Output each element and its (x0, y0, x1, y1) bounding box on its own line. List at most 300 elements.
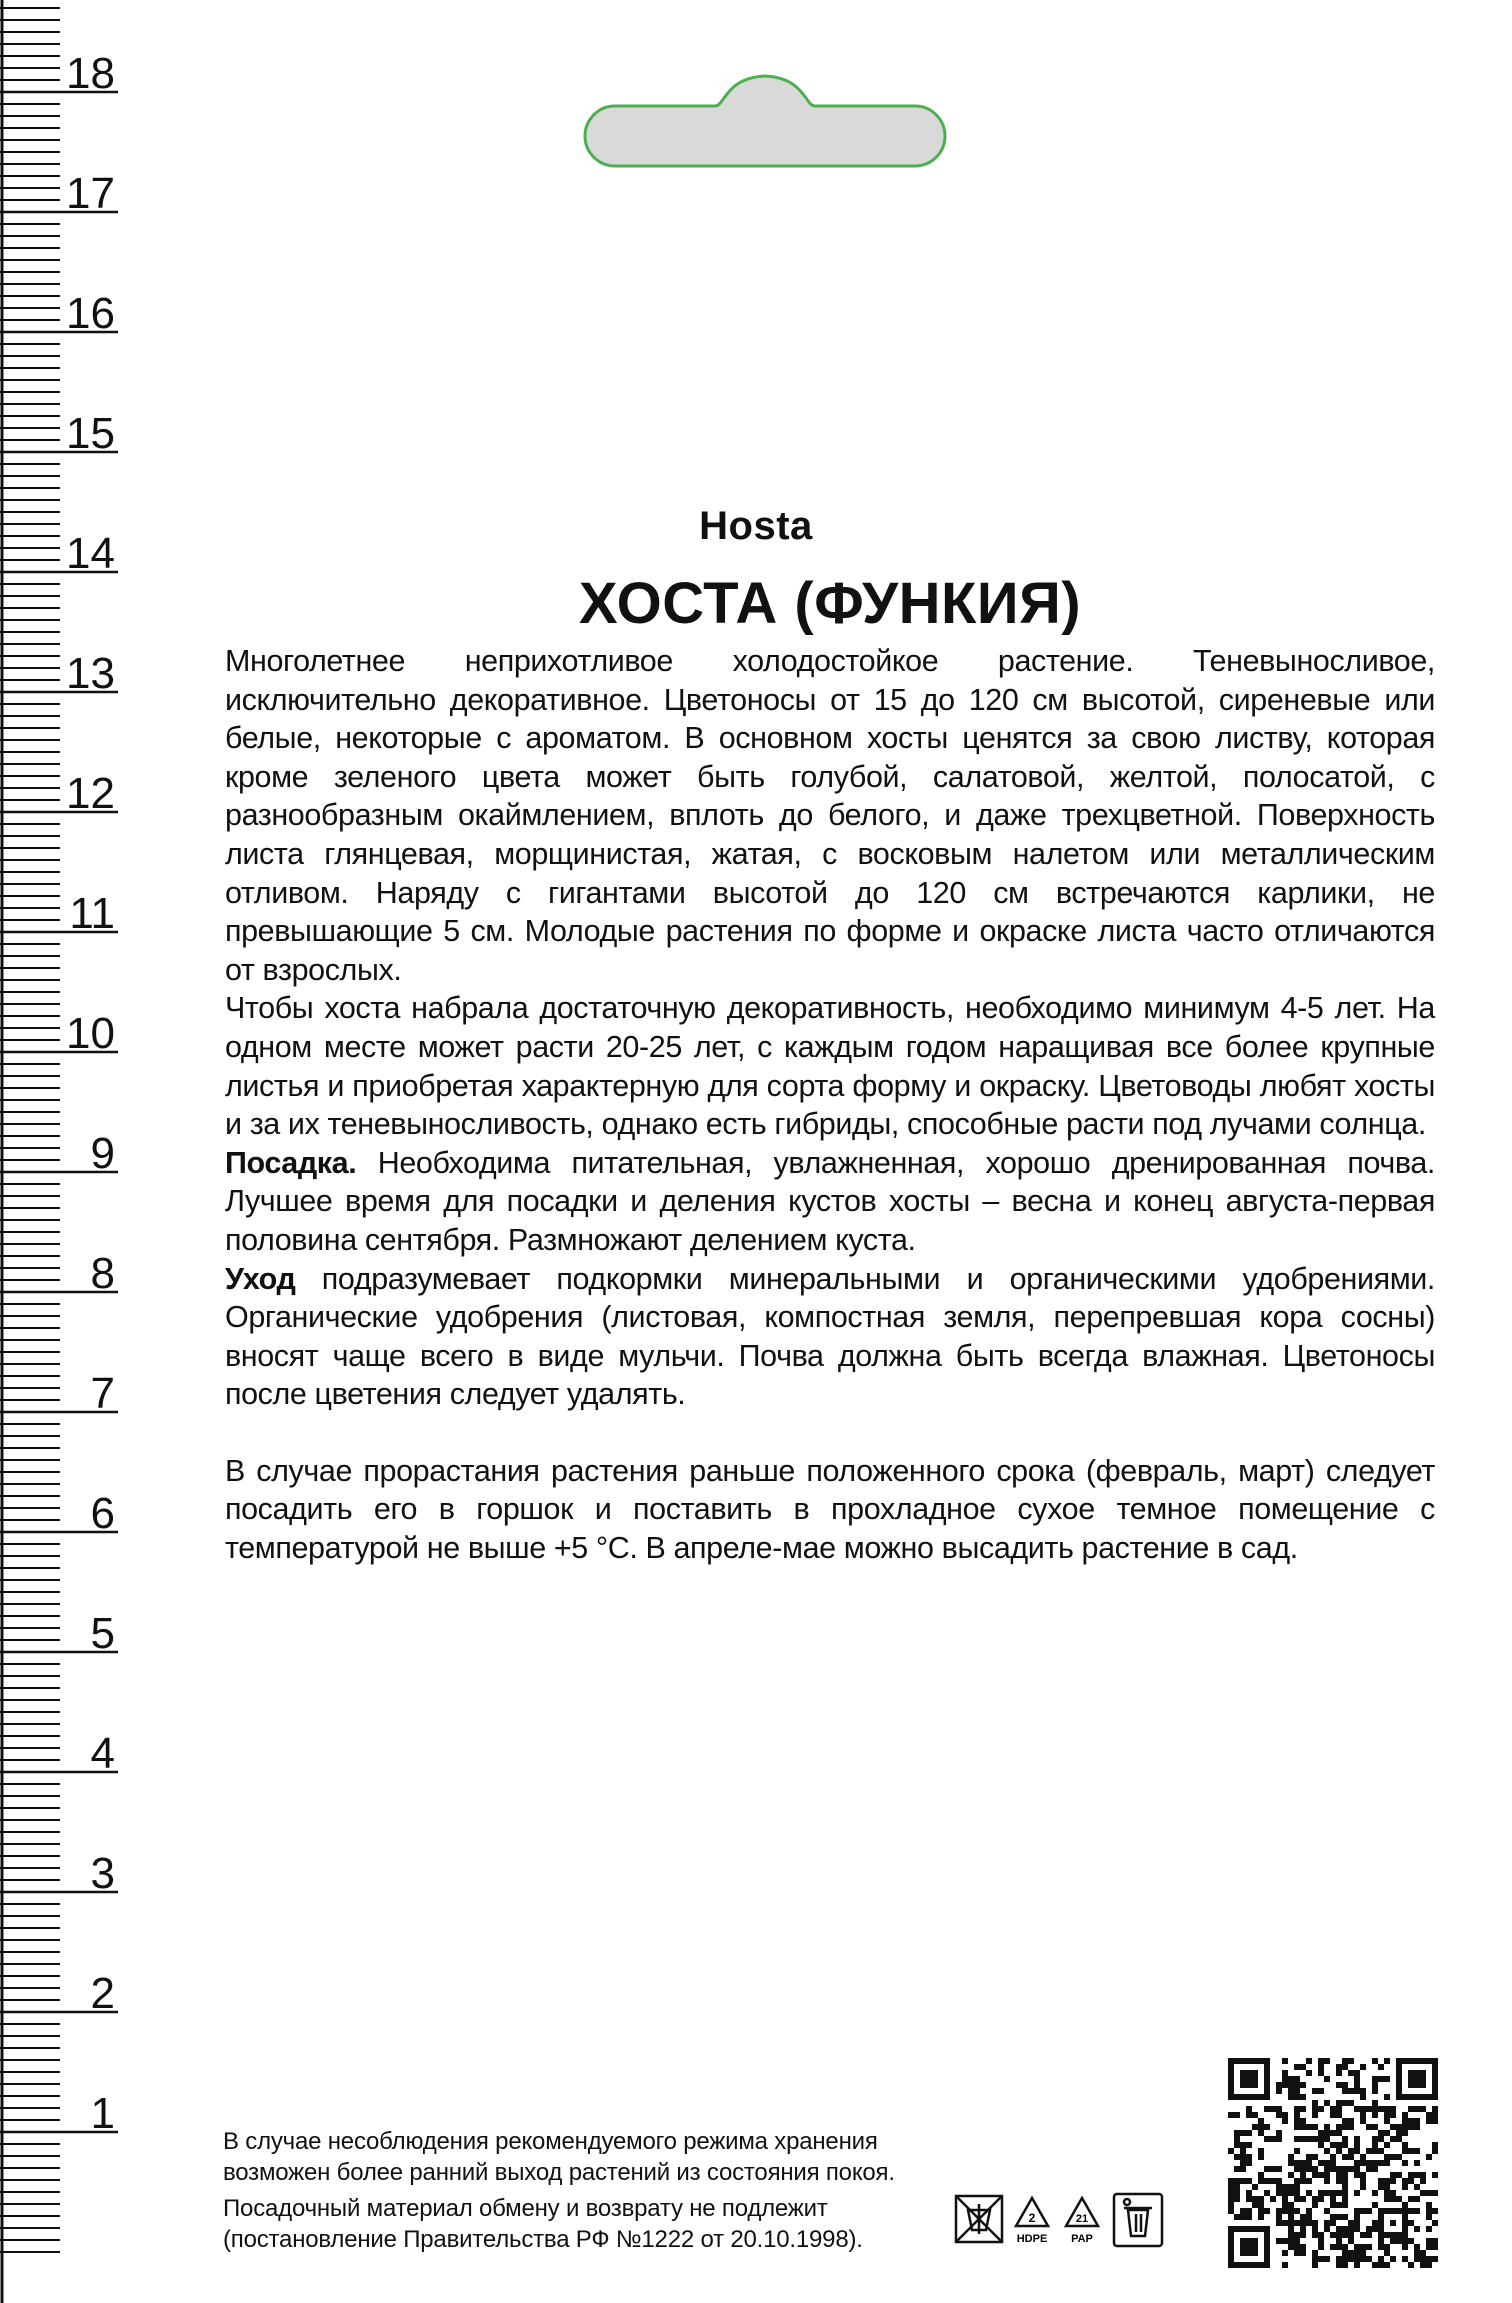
qr-module (1390, 2220, 1396, 2226)
qr-module (1432, 2256, 1438, 2262)
qr-module (1294, 2088, 1300, 2094)
qr-module (1402, 2148, 1408, 2154)
qr-module (1234, 2190, 1240, 2196)
qr-module (1240, 2214, 1246, 2220)
qr-module (1402, 2130, 1408, 2136)
qr-module (1414, 2160, 1420, 2166)
storage-paragraph: В случае прорастания растения раньше положенного срока (февраль, март) следует посадить его в горшок и поставить в прохладное сухое темное помещение с температурой не выше +5 °С. В апреле-мае можно высадить растение в сад. (225, 1453, 1435, 1566)
qr-module (1288, 2172, 1294, 2178)
qr-module (1348, 2118, 1354, 2124)
planting-label: Посадка. (225, 1145, 357, 1180)
qr-module (1318, 2106, 1324, 2112)
qr-module (1300, 2232, 1306, 2238)
qr-module (1294, 2064, 1300, 2070)
qr-module (1408, 2220, 1414, 2226)
qr-module (1372, 2262, 1378, 2268)
description-paragraph-2: Чтобы хоста набрала достаточную декоративность, необходимо минимум 4-5 лет. На одном месте может расти 20-25 лет, с каждым годом наращивая все более крупные листья и приобретая характерную для сорта форму и окраску. Цветоводы любят хосты и за их теневыносливость, однако есть гибриды, способные расти под лучами солнца. (225, 991, 1435, 1142)
return-policy (223, 2193, 983, 2255)
ruler-label: 12 (66, 769, 115, 818)
qr-module (1294, 2106, 1300, 2112)
qr-module (1426, 2226, 1432, 2232)
qr-module (1324, 2124, 1330, 2130)
qr-module (1318, 2172, 1324, 2178)
qr-module (1306, 2058, 1312, 2064)
qr-module (1390, 2190, 1396, 2196)
qr-module (1384, 2076, 1390, 2082)
qr-module (1348, 2226, 1354, 2232)
qr-module (1354, 2262, 1360, 2268)
qr-module (1330, 2220, 1336, 2226)
qr-module (1324, 2190, 1330, 2196)
qr-module (1240, 2070, 1258, 2088)
qr-module (1282, 2082, 1288, 2088)
qr-module (1312, 2100, 1318, 2106)
qr-module (1318, 2232, 1324, 2238)
qr-module (1228, 2196, 1234, 2202)
qr-module (1264, 2166, 1270, 2172)
ruler-label: 7 (90, 1369, 115, 1418)
qr-module (1228, 2190, 1234, 2196)
qr-module (1282, 2196, 1288, 2202)
qr-module (1348, 2058, 1354, 2064)
qr-module (1354, 2256, 1360, 2262)
description-text (225, 642, 1435, 1568)
qr-module (1342, 2262, 1348, 2268)
qr-module (1372, 2220, 1378, 2226)
qr-module (1342, 2142, 1348, 2148)
qr-module (1294, 2136, 1300, 2142)
qr-module (1240, 2148, 1246, 2154)
qr-module (1390, 2106, 1396, 2112)
qr-module (1264, 2106, 1270, 2112)
qr-module (1240, 2142, 1246, 2148)
qr-module (1420, 2190, 1426, 2196)
care-paragraph (225, 1260, 1435, 1414)
qr-module (1372, 2106, 1378, 2112)
qr-module (1336, 2256, 1342, 2262)
qr-module (1258, 2214, 1264, 2220)
qr-module (1408, 2106, 1414, 2112)
qr-module (1342, 2214, 1348, 2220)
qr-module (1336, 2142, 1342, 2148)
qr-module (1366, 2256, 1372, 2262)
qr-module (1312, 2202, 1318, 2208)
qr-module (1390, 2178, 1396, 2184)
qr-module (1300, 2250, 1306, 2256)
qr-module (1432, 2190, 1438, 2196)
qr-module (1432, 2118, 1438, 2124)
qr-module (1342, 2118, 1348, 2124)
qr-module (1342, 2124, 1348, 2130)
qr-module (1372, 2082, 1378, 2088)
qr-module (1270, 2178, 1276, 2184)
qr-module (1432, 2106, 1438, 2112)
qr-module (1342, 2226, 1348, 2232)
qr-module (1258, 2172, 1264, 2178)
qr-module (1366, 2106, 1372, 2112)
qr-module (1240, 2166, 1246, 2172)
ruler-label: 9 (90, 1129, 115, 1178)
qr-module (1348, 2070, 1354, 2076)
qr-module (1282, 2076, 1288, 2082)
qr-module (1426, 2244, 1432, 2250)
qr-module (1288, 2202, 1294, 2208)
qr-module (1240, 2178, 1246, 2184)
qr-module (1402, 2202, 1408, 2208)
qr-module (1342, 2064, 1348, 2070)
storage-warning-line-1: В случае несоблюдения рекомендуемого режима хранения (223, 2128, 878, 2155)
qr-module (1384, 2244, 1390, 2250)
qr-module (1372, 2202, 1378, 2208)
qr-module (1228, 2178, 1234, 2184)
qr-module (1282, 2190, 1288, 2196)
qr-module (1360, 2232, 1366, 2238)
qr-module (1258, 2196, 1264, 2202)
qr-module (1276, 2220, 1282, 2226)
return-policy-line-2: (постановление Правительства РФ №1222 от 20.10.1998). (223, 2226, 863, 2253)
qr-module (1432, 2220, 1438, 2226)
qr-module (1390, 2154, 1396, 2160)
qr-module (1342, 2154, 1348, 2160)
qr-module (1276, 2106, 1282, 2112)
qr-module (1276, 2082, 1282, 2088)
qr-module (1360, 2250, 1366, 2256)
qr-module (1402, 2142, 1408, 2148)
qr-module (1402, 2160, 1408, 2166)
ruler-label: 8 (90, 1249, 115, 1298)
qr-module (1348, 2256, 1354, 2262)
qr-module (1330, 2130, 1336, 2136)
qr-module (1402, 2178, 1408, 2184)
qr-module (1324, 2148, 1330, 2154)
qr-module (1336, 2238, 1342, 2244)
ruler-label: 11 (69, 889, 115, 938)
qr-module (1384, 2184, 1390, 2190)
qr-module (1396, 2130, 1402, 2136)
qr-module (1426, 2190, 1432, 2196)
latin-name: Hosta (699, 504, 813, 548)
trash-bin-icon (1114, 2194, 1162, 2246)
qr-module (1360, 2064, 1366, 2070)
qr-module (1360, 2256, 1366, 2262)
qr-module (1348, 2232, 1354, 2238)
qr-module (1330, 2166, 1336, 2172)
qr-module (1288, 2244, 1294, 2250)
qr-module (1354, 2148, 1360, 2154)
qr-module (1354, 2136, 1360, 2142)
qr-module (1420, 2178, 1426, 2184)
qr-module (1390, 2256, 1396, 2262)
qr-module (1312, 2124, 1318, 2130)
qr-module (1288, 2214, 1294, 2220)
qr-module (1228, 2202, 1234, 2208)
qr-module (1420, 2262, 1426, 2268)
ruler-label: 16 (66, 289, 115, 338)
hdpe-recycling-icon (1016, 2198, 1048, 2245)
qr-module (1294, 2178, 1300, 2184)
qr-module (1378, 2256, 1384, 2262)
qr-module (1360, 2244, 1366, 2250)
qr-module (1234, 2130, 1240, 2136)
qr-module (1426, 2256, 1432, 2262)
qr-module (1372, 2226, 1378, 2232)
qr-module (1306, 2190, 1312, 2196)
qr-module (1426, 2262, 1432, 2268)
qr-module (1294, 2208, 1300, 2214)
ruler-label: 18 (66, 49, 115, 98)
qr-module (1324, 2058, 1330, 2064)
qr-module (1264, 2190, 1270, 2196)
qr-module (1360, 2088, 1366, 2094)
qr-module (1234, 2196, 1240, 2202)
qr-module (1348, 2154, 1354, 2160)
qr-module (1252, 2202, 1258, 2208)
qr-module (1318, 2196, 1324, 2202)
qr-module (1342, 2190, 1348, 2196)
qr-module (1324, 2220, 1330, 2226)
qr-module (1342, 2202, 1348, 2208)
qr-module (1408, 2070, 1426, 2088)
qr-module (1420, 2106, 1426, 2112)
qr-module (1420, 2172, 1426, 2178)
qr-module (1342, 2166, 1348, 2172)
centimeter-ruler (0, 0, 120, 2303)
qr-module (1324, 2178, 1330, 2184)
qr-module (1390, 2136, 1396, 2142)
qr-module (1336, 2100, 1342, 2106)
qr-module (1432, 2244, 1438, 2250)
description-paragraph-1: Многолетнее неприхотливое холодостойкое растение. Теневыносливое, исключительно декоративное. Цветоносы от 15 до 120 см высотой, сиреневые или белые, некоторые с ароматом. В основном хосты ценятся за свою листву, которая кроме зеленого цвета может быть голубой, салатовой, желтой, полосатой, с разнообразным окаймлением, вплоть до белого, и даже трехцветной. Поверхность листа глянцевая, морщинистая, жатая, с восковым налетом или металлическим отливом. Наряду с гигантами высотой до 120 см встречаются карлики, не превышающие 5 см. Молодые растения по форме и окраске листа часто отличаются от взрослых. (225, 644, 1435, 987)
qr-code (1228, 2058, 1438, 2268)
qr-module (1354, 2082, 1360, 2088)
qr-module (1336, 2190, 1342, 2196)
qr-module (1342, 2100, 1348, 2106)
qr-module (1408, 2124, 1414, 2130)
qr-module (1384, 2094, 1390, 2100)
qr-module (1402, 2256, 1408, 2262)
qr-module (1336, 2214, 1342, 2220)
qr-module (1234, 2154, 1240, 2160)
qr-module (1246, 2112, 1252, 2118)
qr-module (1270, 2196, 1276, 2202)
qr-module (1240, 2130, 1246, 2136)
qr-module (1414, 2148, 1420, 2154)
qr-module (1390, 2124, 1396, 2130)
qr-module (1282, 2112, 1288, 2118)
qr-module (1276, 2208, 1282, 2214)
qr-module (1342, 2196, 1348, 2202)
qr-module (1384, 2130, 1390, 2136)
qr-module (1348, 2148, 1354, 2154)
qr-module (1276, 2136, 1282, 2142)
ruler-label: 17 (66, 169, 115, 218)
qr-module (1384, 2262, 1390, 2268)
qr-module (1324, 2160, 1330, 2166)
qr-module (1234, 2136, 1240, 2142)
qr-module (1378, 2076, 1384, 2082)
qr-module (1300, 2094, 1306, 2100)
qr-module (1270, 2166, 1276, 2172)
qr-module (1354, 2208, 1360, 2214)
qr-module (1366, 2244, 1372, 2250)
qr-module (1396, 2124, 1402, 2130)
qr-module (1354, 2244, 1360, 2250)
qr-module (1414, 2106, 1420, 2112)
ruler-label: 1 (90, 2089, 115, 2138)
qr-module (1378, 2130, 1384, 2136)
qr-module (1300, 2214, 1306, 2220)
qr-module (1432, 2142, 1438, 2148)
qr-module (1354, 2220, 1360, 2226)
qr-module (1276, 2214, 1282, 2220)
qr-module (1414, 2208, 1420, 2214)
qr-module (1336, 2130, 1342, 2136)
qr-module (1408, 2238, 1414, 2244)
qr-module (1288, 2088, 1294, 2094)
qr-module (1330, 2244, 1336, 2250)
qr-module (1300, 2226, 1306, 2232)
qr-module (1342, 2136, 1348, 2142)
return-policy-line-1: Посадочный материал обмену и возврату не подлежит (223, 2195, 828, 2222)
care-text: подразумевает подкормки минеральными и органическими удобрениями. Органические удобрения (листовая, компостная земля, перепревшая кора сосны) вносят чаще всего в виде мульчи. Почва должна быть всегда влажная. Цветоносы после цветения следует удалять. (225, 1261, 1435, 1412)
qr-module (1396, 2196, 1402, 2202)
qr-module (1288, 2220, 1294, 2226)
qr-module (1252, 2196, 1258, 2202)
qr-module (1336, 2226, 1342, 2232)
qr-module (1378, 2064, 1384, 2070)
qr-module (1336, 2070, 1342, 2076)
qr-module (1354, 2070, 1360, 2076)
qr-module (1294, 2184, 1300, 2190)
qr-module (1312, 2112, 1318, 2118)
qr-module (1306, 2178, 1312, 2184)
qr-module (1318, 2070, 1324, 2076)
pap-recycling-icon (1066, 2198, 1098, 2245)
qr-module (1366, 2160, 1372, 2166)
qr-module (1354, 2226, 1360, 2232)
qr-module (1264, 2208, 1270, 2214)
qr-module (1402, 2238, 1408, 2244)
qr-module (1414, 2124, 1420, 2130)
qr-module (1294, 2196, 1300, 2202)
qr-module (1312, 2232, 1318, 2238)
qr-module (1318, 2064, 1324, 2070)
qr-module (1426, 2154, 1432, 2160)
qr-module (1402, 2184, 1408, 2190)
qr-module (1366, 2226, 1372, 2232)
qr-module (1372, 2148, 1378, 2154)
qr-module (1372, 2160, 1378, 2166)
qr-module (1294, 2124, 1300, 2130)
qr-module (1336, 2232, 1342, 2238)
qr-module (1372, 2124, 1378, 2130)
qr-module (1282, 2184, 1288, 2190)
qr-module (1384, 2160, 1390, 2166)
planting-paragraph (225, 1144, 1435, 1260)
qr-module (1252, 2112, 1258, 2118)
qr-module (1426, 2208, 1432, 2214)
qr-module (1282, 2208, 1288, 2214)
qr-module (1348, 2220, 1354, 2226)
qr-module (1294, 2190, 1300, 2196)
qr-module (1324, 2130, 1330, 2136)
qr-module (1342, 2082, 1348, 2088)
qr-module (1294, 2112, 1300, 2118)
hdpe-number: 2 (1028, 2211, 1036, 2225)
qr-module (1246, 2160, 1252, 2166)
qr-module (1300, 2172, 1306, 2178)
qr-module (1294, 2166, 1300, 2172)
qr-module (1330, 2142, 1336, 2148)
qr-module (1300, 2220, 1306, 2226)
qr-module (1318, 2136, 1324, 2142)
qr-module (1360, 2208, 1366, 2214)
qr-module (1396, 2154, 1402, 2160)
qr-module (1366, 2148, 1372, 2154)
qr-module (1258, 2148, 1264, 2154)
qr-module (1414, 2244, 1420, 2250)
qr-module (1432, 2112, 1438, 2118)
ruler-label: 3 (90, 1849, 115, 1898)
qr-module (1378, 2184, 1384, 2190)
qr-module (1294, 2160, 1300, 2166)
qr-module (1348, 2250, 1354, 2256)
qr-module (1342, 2058, 1348, 2064)
qr-module (1342, 2256, 1348, 2262)
ruler-label: 13 (66, 649, 115, 698)
qr-module (1426, 2118, 1432, 2124)
qr-module (1324, 2076, 1330, 2082)
qr-module (1234, 2166, 1240, 2172)
storage-warning-line-2: возможен более ранний выход растений из состояния покоя. (223, 2159, 895, 2186)
qr-module (1276, 2166, 1282, 2172)
qr-module (1408, 2208, 1414, 2214)
ruler-label: 14 (66, 529, 115, 578)
qr-module (1330, 2214, 1336, 2220)
qr-module (1342, 2250, 1348, 2256)
qr-module (1324, 2172, 1330, 2178)
qr-module (1420, 2256, 1426, 2262)
qr-module (1432, 2238, 1438, 2244)
qr-module (1318, 2058, 1324, 2064)
qr-module (1396, 2136, 1402, 2142)
planting-text: Необходима питательная, увлажненная, хорошо дренированная почва. Лучшее время для посадки и деления кустов хосты – весна и конец августа-первая половина сентября. Размножают делением куста. (225, 1145, 1435, 1257)
qr-module (1276, 2178, 1282, 2184)
qr-module (1258, 2154, 1264, 2160)
qr-module (1354, 2190, 1360, 2196)
qr-module (1300, 2244, 1306, 2250)
qr-module (1288, 2238, 1294, 2244)
qr-module (1282, 2118, 1288, 2124)
qr-module (1282, 2262, 1288, 2268)
packaging-icons (950, 2190, 1210, 2254)
qr-module (1336, 2178, 1342, 2184)
qr-module (1276, 2238, 1282, 2244)
qr-module (1360, 2154, 1366, 2160)
qr-module (1306, 2136, 1312, 2142)
qr-module (1300, 2136, 1306, 2142)
qr-module (1348, 2238, 1354, 2244)
qr-module (1402, 2118, 1408, 2124)
qr-module (1372, 2076, 1378, 2082)
qr-module (1384, 2112, 1390, 2118)
qr-module (1258, 2130, 1264, 2136)
qr-module (1276, 2190, 1282, 2196)
qr-module (1288, 2076, 1294, 2082)
qr-module (1282, 2058, 1288, 2064)
qr-module (1294, 2076, 1300, 2082)
qr-module (1342, 2232, 1348, 2238)
